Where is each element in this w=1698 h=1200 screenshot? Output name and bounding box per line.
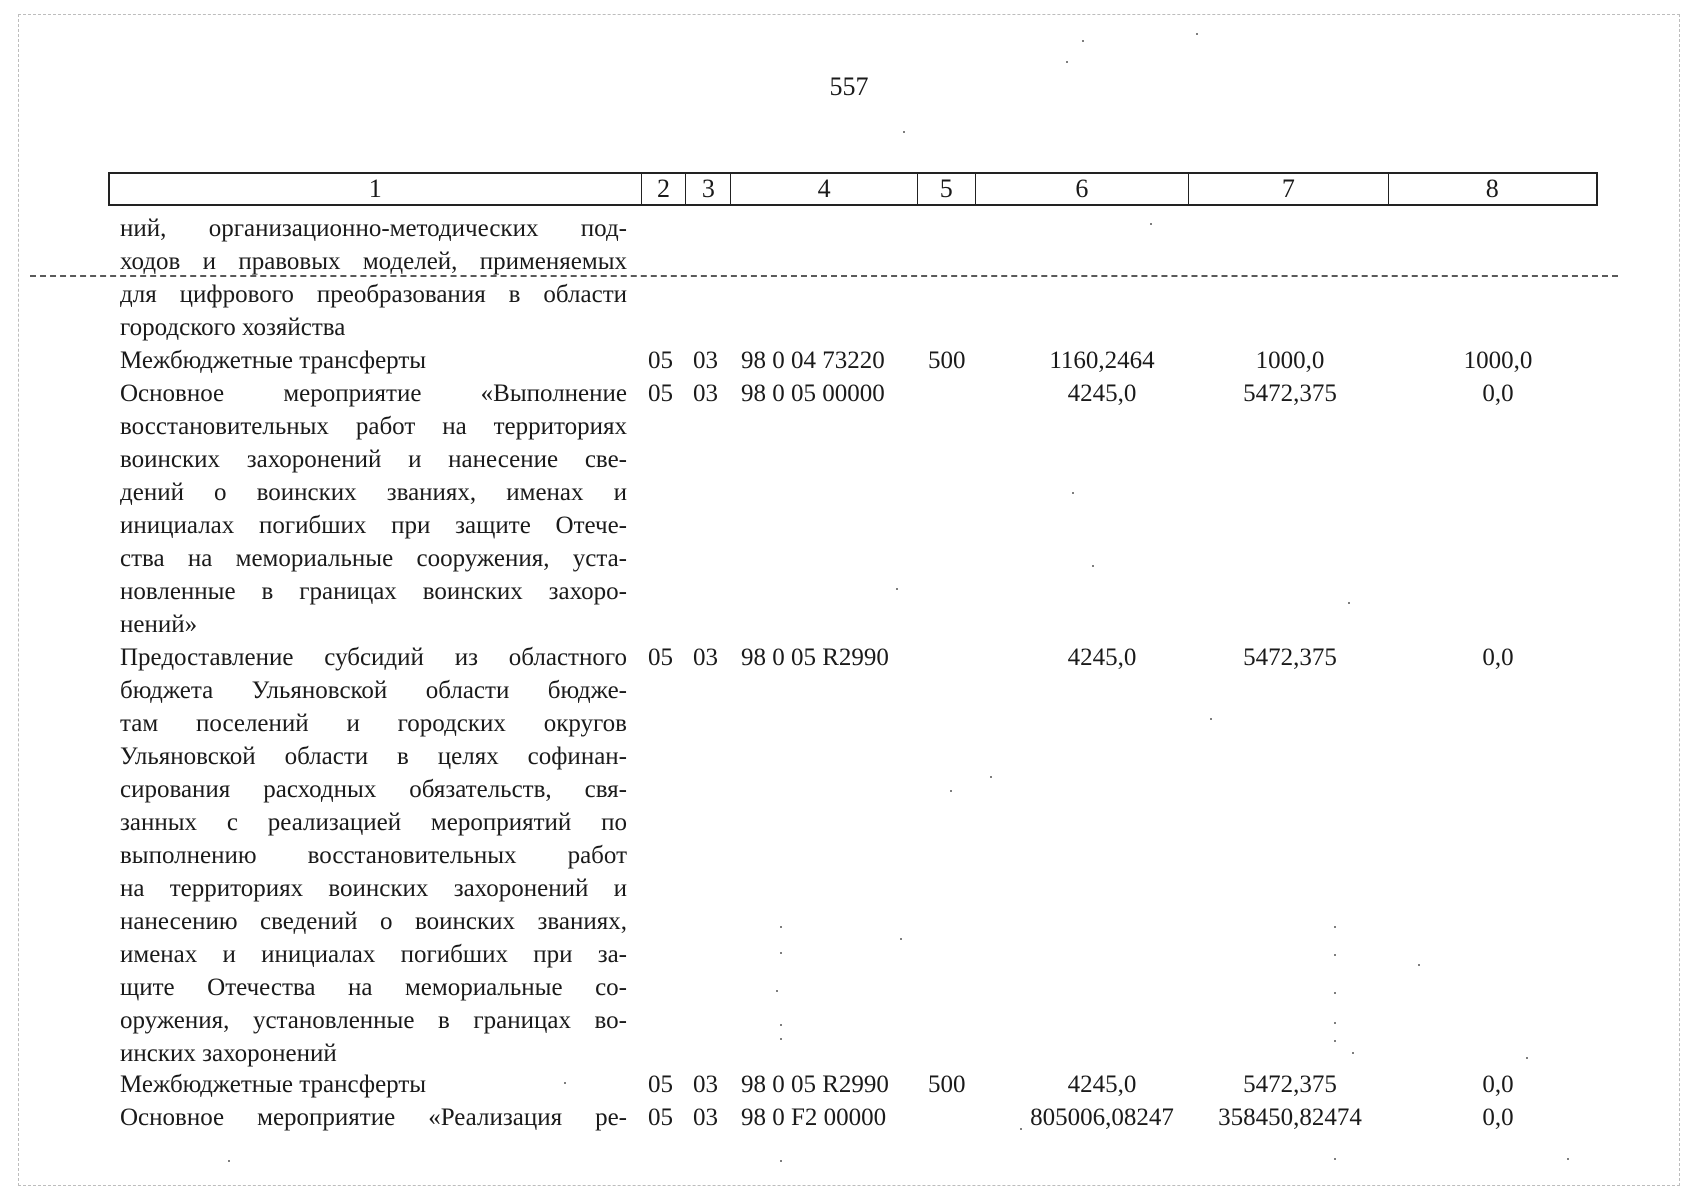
desc-line: новленные в границах воинских захоро- xyxy=(120,578,627,605)
scan-speck xyxy=(1334,1158,1336,1160)
row-description xyxy=(120,641,627,1070)
scan-speck xyxy=(1196,33,1198,35)
scan-speck xyxy=(1334,1022,1336,1024)
desc-line: Основное мероприятие «Выполнение xyxy=(120,380,627,407)
header-col-7: 7 xyxy=(1189,174,1388,204)
header-col-1: 1 xyxy=(110,174,642,204)
cell-target-code: 98 0 F2 00000 xyxy=(741,1104,887,1131)
scan-speck xyxy=(990,776,992,778)
desc-line: бюджета Ульяновской области бюдже- xyxy=(120,677,627,704)
header-col-8: 8 xyxy=(1485,174,1499,203)
cell-subsection: 03 xyxy=(693,380,718,407)
scan-speck xyxy=(1066,61,1068,63)
header-col-3: 3 xyxy=(686,174,731,204)
scan-speck xyxy=(228,1160,230,1162)
scan-speck xyxy=(1092,565,1094,567)
cell-target-code: 98 0 05 00000 xyxy=(741,380,885,407)
desc-line: занных с реализацией мероприятий по xyxy=(120,809,627,836)
table-header xyxy=(108,172,1598,206)
desc-line: инских захоронений xyxy=(120,1040,337,1067)
cell-section: 05 xyxy=(648,644,673,671)
header-col-2: 2 xyxy=(642,174,687,204)
desc-line: там поселений и городских округов xyxy=(120,710,627,737)
cell-subsection: 03 xyxy=(693,1104,718,1131)
desc-line: Межбюджетные трансферты xyxy=(120,1071,427,1098)
desc-line: восстановительных работ на территориях xyxy=(120,413,627,440)
scan-speck xyxy=(903,131,905,133)
desc-line: оружения, установленные в границах во- xyxy=(120,1007,627,1034)
desc-line: нанесению сведений о воинских званиях, xyxy=(120,908,627,935)
scan-speck xyxy=(780,926,782,928)
header-col-6: 6 xyxy=(976,174,1189,204)
scan-speck xyxy=(1082,40,1084,42)
cell-section: 05 xyxy=(648,1104,673,1131)
scan-speck xyxy=(896,588,898,590)
cell-section: 05 xyxy=(648,347,673,374)
scan-speck xyxy=(1348,602,1350,604)
desc-line: Межбюджетные трансферты xyxy=(120,347,427,374)
cell-subsection: 03 xyxy=(693,1071,718,1098)
scan-speck xyxy=(564,1082,566,1084)
desc-line: именах и инициалах погибших при за- xyxy=(120,941,627,968)
cell-subsection: 03 xyxy=(693,347,718,374)
row-description xyxy=(120,1068,627,1101)
row-description xyxy=(120,377,627,641)
desc-line: Ульяновской области в целях софинан- xyxy=(120,743,627,770)
scan-speck xyxy=(1352,1052,1354,1054)
scan-speck xyxy=(776,990,778,992)
cell-section: 05 xyxy=(648,1071,673,1098)
scan-speck xyxy=(900,938,902,940)
desc-line: Основное мероприятие «Реализация ре- xyxy=(120,1104,627,1131)
cell-amount-7: 358450,82474 xyxy=(1218,1104,1362,1131)
cell-amount-6: 1160,2464 xyxy=(1049,347,1155,374)
cell-amount-8: 0,0 xyxy=(1482,644,1514,671)
desc-line: на территориях воинских захоронений и xyxy=(120,875,627,902)
scan-speck xyxy=(1072,492,1074,494)
scan-speck xyxy=(1526,1057,1528,1059)
scan-speck xyxy=(780,952,782,954)
cell-amount-6: 805006,08247 xyxy=(1030,1104,1174,1131)
cell-amount-7: 5472,375 xyxy=(1243,644,1337,671)
scan-speck xyxy=(1567,1158,1569,1160)
desc-line: сирования расходных обязательств, свя- xyxy=(120,776,627,803)
cell-amount-8: 0,0 xyxy=(1482,1104,1514,1131)
desc-line: инициалах погибших при защите Отече- xyxy=(120,512,627,539)
scan-speck xyxy=(950,790,952,792)
row-description xyxy=(120,212,627,344)
cell-amount-7: 5472,375 xyxy=(1243,1071,1337,1098)
desc-line: ства на мемориальные сооружения, уста- xyxy=(120,545,627,572)
cell-amount-8: 1000,0 xyxy=(1463,347,1533,374)
desc-line: городского хозяйства xyxy=(120,314,346,341)
cell-target-code: 98 0 04 73220 xyxy=(741,347,885,374)
cell-expense-type: 500 xyxy=(928,347,966,374)
scan-speck xyxy=(1210,718,1212,720)
scan-speck xyxy=(1418,964,1420,966)
scan-speck xyxy=(1020,1128,1022,1130)
scan-speck xyxy=(1334,992,1336,994)
desc-line: нений» xyxy=(120,611,198,638)
scan-speck xyxy=(780,1160,782,1162)
scan-speck xyxy=(1334,926,1336,928)
scan-speck xyxy=(780,1038,782,1040)
cell-amount-6: 4245,0 xyxy=(1067,644,1137,671)
header-col-5: 5 xyxy=(918,174,976,204)
desc-line: Предоставление субсидий из областного xyxy=(120,644,627,671)
scan-speck xyxy=(1150,223,1152,225)
cell-target-code: 98 0 05 R2990 xyxy=(741,644,889,671)
page-number: 557 xyxy=(829,72,869,101)
cell-amount-7: 1000,0 xyxy=(1255,347,1325,374)
scan-speck xyxy=(1334,954,1336,956)
row-description xyxy=(120,344,627,377)
cell-expense-type: 500 xyxy=(928,1071,966,1098)
desc-line: дений о воинских званиях, именах и xyxy=(120,479,627,506)
desc-line: щите Отечества на мемориальные со- xyxy=(120,974,627,1001)
desc-line: ходов и правовых моделей, применяемых xyxy=(120,248,627,275)
desc-line: воинских захоронений и нанесение све- xyxy=(120,446,627,473)
scan-speck xyxy=(780,1024,782,1026)
row-description xyxy=(120,1101,627,1134)
scan-speck xyxy=(1334,1040,1336,1042)
desc-line: выполнению восстановительных работ xyxy=(120,842,627,869)
cell-amount-8: 0,0 xyxy=(1482,1071,1514,1098)
desc-line: для цифрового преобразования в области xyxy=(120,281,627,308)
cell-subsection: 03 xyxy=(693,644,718,671)
cell-amount-6: 4245,0 xyxy=(1067,1071,1137,1098)
cell-target-code: 98 0 05 R2990 xyxy=(741,1071,889,1098)
cell-section: 05 xyxy=(648,380,673,407)
cell-amount-8: 0,0 xyxy=(1482,380,1514,407)
header-col-4: 4 xyxy=(731,174,918,204)
desc-line: ний, организационно-методических под- xyxy=(120,215,627,242)
cell-amount-7: 5472,375 xyxy=(1243,380,1337,407)
cell-amount-6: 4245,0 xyxy=(1067,380,1137,407)
